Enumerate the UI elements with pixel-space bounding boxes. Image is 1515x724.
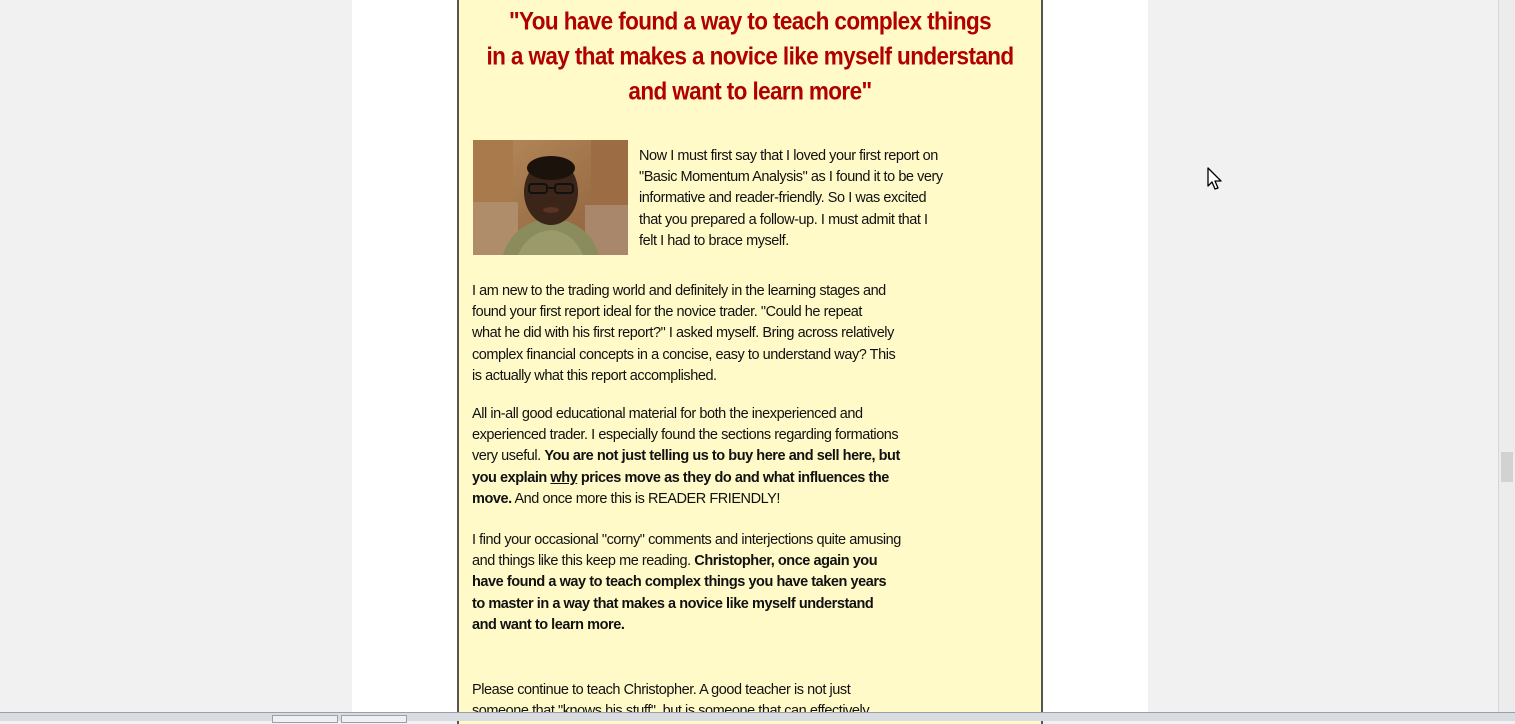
text-line: experienced trader. I especially found the sections regarding formations xyxy=(472,427,899,444)
headline-line: in a way that makes a novice like myself understand xyxy=(486,42,1014,70)
paragraph-4 xyxy=(472,530,901,636)
testimonial-headline xyxy=(459,4,1041,110)
bold-text: prices move as they do and what influences the xyxy=(577,469,889,486)
bold-text: you explain xyxy=(472,469,551,486)
text-line: to master in a way that makes a novice like myself understand xyxy=(472,595,874,612)
text-line xyxy=(472,446,900,467)
text-line: is actually what this report accomplished. xyxy=(472,367,717,384)
underlined-text: why xyxy=(550,469,578,486)
text-line xyxy=(472,489,900,510)
headline-line: and want to learn more" xyxy=(628,77,872,106)
mouse-cursor-icon xyxy=(1207,167,1223,191)
text-line: that you prepared a follow-up. I must admit that I xyxy=(639,211,928,228)
text-line: "Basic Momentum Analysis" as I found it to be very xyxy=(639,169,943,186)
scrollbar-thumb[interactable] xyxy=(1501,452,1513,482)
text-line: found your first report ideal for the novice trader. "Could he repeat xyxy=(472,304,863,321)
text-line: I find your occasional "corny" comments and interjections quite amusing xyxy=(472,532,901,548)
text-span: and things like this keep me reading. xyxy=(472,553,695,570)
text-line: All in-all good educational material for both the inexperienced and xyxy=(472,406,863,422)
text-line: what he did with his first report?" I asked myself. Bring across relatively xyxy=(472,325,894,342)
text-span: very useful. xyxy=(472,448,545,465)
headline-line: "You have found a way to teach complex things xyxy=(508,7,992,35)
text-line: complex financial concepts in a concise, easy to understand way? This xyxy=(472,346,896,363)
text-line: Now I must first say that I loved your first report on xyxy=(639,148,938,164)
text-line: I am new to the trading world and definitely in the learning stages and xyxy=(472,283,886,299)
testimonial-box xyxy=(457,0,1043,724)
paragraph-1 xyxy=(639,146,943,252)
text-line: Please continue to teach Christopher. A good teacher is not just xyxy=(472,682,851,698)
text-line xyxy=(472,551,901,572)
paragraph-3 xyxy=(472,404,900,510)
vertical-scrollbar[interactable] xyxy=(1498,0,1515,720)
text-line: have found a way to teach complex things you have taken years xyxy=(472,574,887,591)
taskbar-item[interactable] xyxy=(272,715,338,723)
bold-text: move. xyxy=(472,490,512,507)
text-line: felt I had to brace myself. xyxy=(639,232,789,249)
author-photo xyxy=(473,140,628,255)
text-line: informative and reader-friendly. So I was excited xyxy=(639,190,927,207)
paragraph-2 xyxy=(472,281,895,387)
text-line xyxy=(472,468,900,489)
bold-text: You are not just telling us to buy here and sell here, but xyxy=(544,448,900,465)
text-span: And once more this is READER FRIENDLY! xyxy=(511,490,780,507)
taskbar-item[interactable] xyxy=(341,715,407,723)
bold-text: Christopher, once again you xyxy=(694,553,878,570)
text-line: and want to learn more. xyxy=(472,616,625,633)
